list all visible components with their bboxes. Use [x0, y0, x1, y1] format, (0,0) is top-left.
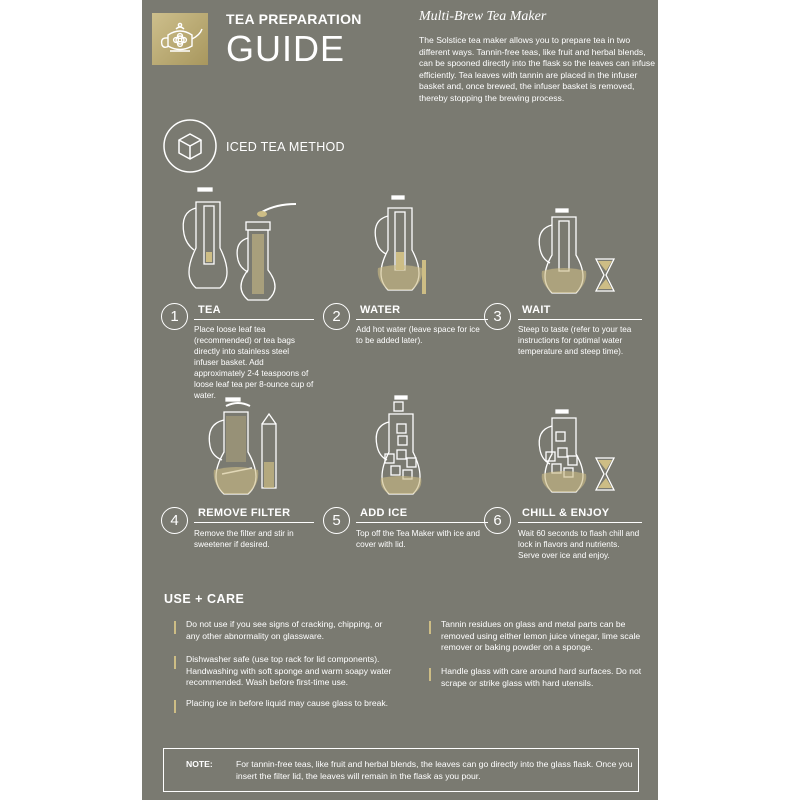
step-3-text: Steep to taste (refer to your tea instructions for optimal water temperature and steep time).: [518, 325, 632, 356]
step-6-text: Wait 60 seconds to flash chill and lock in flavors and nutrients. Serve over ice and enjoy.: [518, 529, 640, 560]
care-item-5: Handle glass with care around hard surfaces. Do not scrape or strike glass with hard utensils.: [441, 666, 642, 688]
brand-logo: [152, 13, 208, 65]
step-4-rule: [194, 522, 314, 523]
teapot-icon: [152, 13, 208, 65]
guide-card: [142, 0, 658, 800]
step-1-text: Place loose leaf tea (recommended) or tea bags directly into stainless steel infuser basket. Add approximately 2-4 teaspoons of loose leaf tea per 8-ounce cup of water.: [194, 325, 314, 400]
page-title: GUIDE: [226, 28, 346, 69]
pitcher-timer-illustration: [526, 205, 636, 301]
step-6-rule: [518, 522, 642, 523]
intro-paragraph: The Solstice tea maker allows you to prepare tea in two different ways. Tannin-free teas, like fruit and herbal blends, can be spooned directly into the flask so the leaves can infuse efficiently. Tea leaves with tannin are placed in the infuser basket and, once brewed, the infuser basket is removed, thereby stopping the brewing process.: [419, 35, 655, 103]
step-1-title: TEA: [198, 304, 221, 316]
step-1-number: 1: [161, 303, 188, 330]
step-6-title: CHILL & ENJOY: [522, 507, 610, 519]
note-label: NOTE:: [186, 759, 213, 769]
bullet-bar: [174, 700, 176, 713]
bullet-bar: [174, 621, 176, 634]
step-3-title: WAIT: [522, 304, 551, 316]
step-1-rule: [194, 319, 314, 320]
step-4-text: Remove the filter and stir in sweetener if desired.: [194, 529, 294, 549]
step-5-number: 5: [323, 507, 350, 534]
pitcher-stir-illustration: [202, 396, 302, 500]
step-4-number: 4: [161, 507, 188, 534]
step-3-rule: [518, 319, 642, 320]
pitcher-chill-illustration: [526, 408, 636, 500]
step-2-text: Add hot water (leave space for ice to be added later).: [356, 325, 480, 345]
step-5-title: ADD ICE: [360, 507, 408, 519]
step-6-number: 6: [484, 507, 511, 534]
step-2-rule: [356, 319, 488, 320]
guide-kicker: TEA PREPARATION: [226, 11, 362, 27]
bullet-bar: [429, 668, 431, 681]
care-item-4: Tannin residues on glass and metal parts can be removed using either lemon juice vinegar, lime scale remover or baking powder on a sponge.: [441, 619, 641, 652]
step-5-text: Top off the Tea Maker with ice and cover with lid.: [356, 529, 480, 549]
bullet-bar: [174, 656, 176, 669]
step-4-title: REMOVE FILTER: [198, 507, 291, 519]
method-title: ICED TEA METHOD: [226, 140, 345, 154]
step-5-rule: [356, 522, 488, 523]
pitcher-hot-water-illustration: [362, 192, 462, 302]
note-text: For tannin-free teas, like fruit and herbal blends, the leaves can go directly into the glass flask. Once you insert the filter lid, the leaves will remain in the flask as you pour.: [236, 759, 633, 781]
pitcher-ice-illustration: [367, 394, 462, 500]
care-item-1: Do not use if you see signs of cracking, chipping, or any other abnormality on glassware.: [186, 619, 383, 641]
care-item-3: Placing ice in before liquid may cause glass to break.: [186, 698, 389, 708]
care-item-2: Dishwasher safe (use top rack for lid components). Handwashing with soft sponge and warm soapy water recommended. Wash before first-time use.: [186, 654, 392, 687]
bullet-bar: [429, 621, 431, 634]
step-2-title: WATER: [360, 304, 401, 316]
ice-cube-icon: [162, 118, 218, 174]
product-name: Multi-Brew Tea Maker: [419, 9, 547, 24]
care-title: USE + CARE: [164, 592, 245, 606]
step-2-number: 2: [323, 303, 350, 330]
step-3-number: 3: [484, 303, 511, 330]
pitcher-infuser-illustration: [176, 184, 306, 304]
